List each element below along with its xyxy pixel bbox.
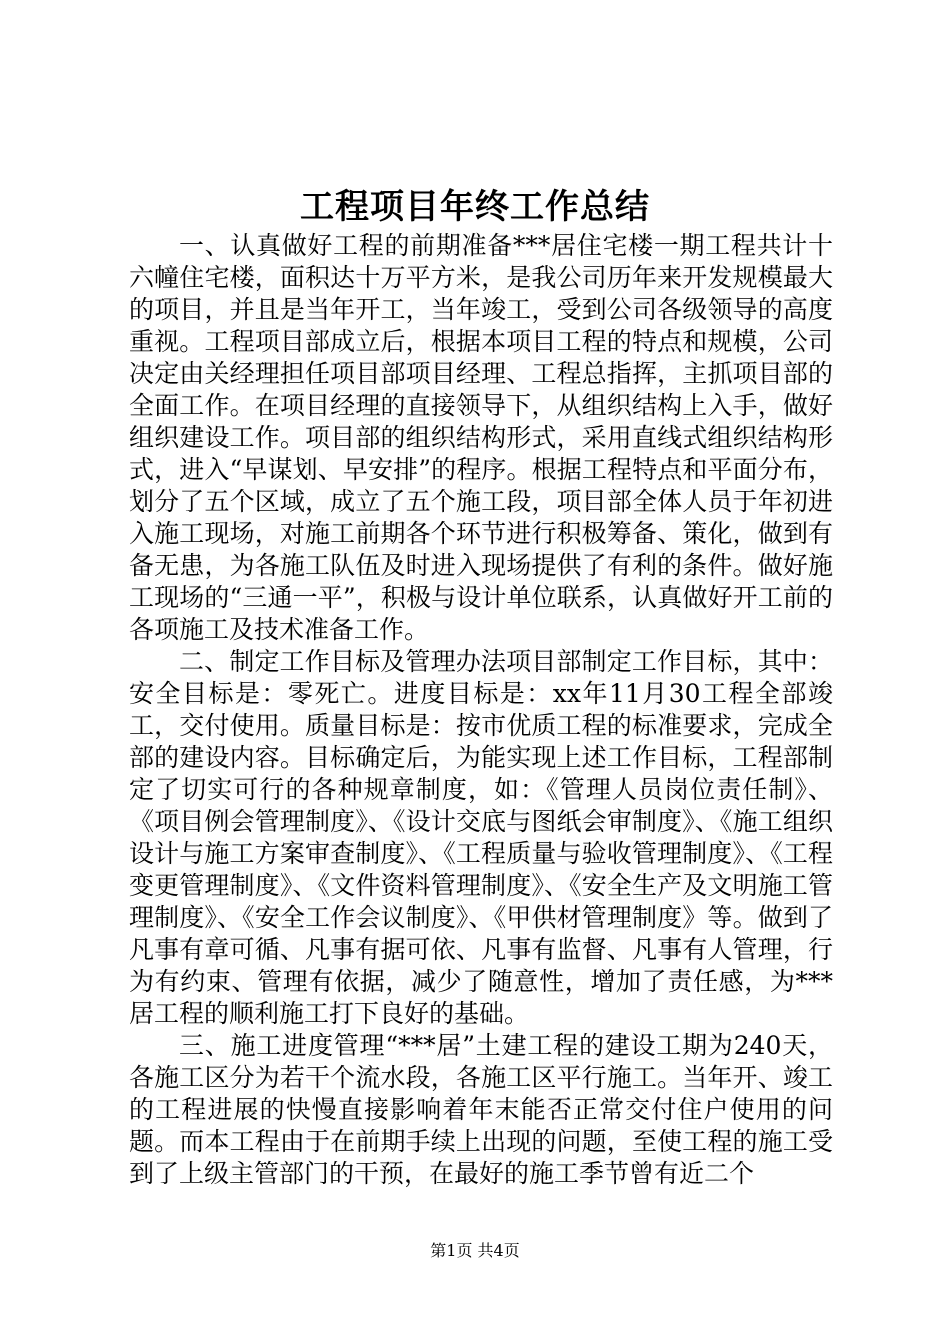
- paragraph-schedule: 三、施工进度管理“***居”土建工程的建设工期为240天，各施工区分为若干个流水段，各施工区平行施工。当年开、竣工的工程进展的快慢直接影响着年末能否正常交付住户使用的问题。而本工程由于在前期手续上出现的问题，至使工程的施工受到了上级主管部门的干预，在最好的施工季节曾有近二个: [129, 1031, 833, 1188]
- document-body: [129, 230, 833, 1190]
- page-footer: 第1页 共4页: [430, 1241, 520, 1260]
- paragraph-preparation: 一、认真做好工程的前期准备***居住宅楼一期工程共计十六幢住宅楼，面积达十万平方米，是我公司历年来开发规模最大的项目，并且是当年开工，当年竣工，受到公司各级领导的高度重视。工程项目部成立后，根据本项目工程的特点和规模，公司决定由关经理担任项目部项目经理、工程总指挥，主抓项目部的全面工作。在项目经理的直接领导下，从组织结构上入手，做好组织建设工作。项目部的组织结构形式，采用直线式组织结构形式，进入“早谋划、早安排”的程序。根据工程特点和平面分布，划分了五个区域，成立了五个施工段，项目部全体人员于年初进入施工现场，对施工前期各个环节进行积极筹备、策化，做到有备无患，为各施工队伍及时进入现场提供了有利的条件。做好施工现场的“三通一平”，积极与设计单位联系，认真做好开工前的各项施工及技术准备工作。: [129, 231, 833, 644]
- document-title: 工程项目年终工作总结: [300, 187, 650, 227]
- paragraph-goals: 二、制定工作目标及管理办法项目部制定工作目标，其中：安全目标是：零死亡。进度目标是：xx年11月30工程全部竣工，交付使用。质量目标是：按市优质工程的标准要求，完成全部的建设内容。目标确定后，为能实现上述工作目标，工程部制定了切实可行的各种规章制度，如：《管理人员岗位责任制》、《项目例会管理制度》、《设计交底与图纸会审制度》、《施工组织设计与施工方案审查制度》、《工程质量与验收管理制度》、《工程变更管理制度》、《文件资料管理制度》、《安全生产及文明施工管理制度》、《安全工作会议制度》、《甲供材管理制度》等。做到了凡事有章可循、凡事有据可依、凡事有监督、凡事有人管理，行为有约束、管理有依据，减少了随意性，增加了责任感，为***居工程的顺利施工打下良好的基础。: [129, 647, 833, 1028]
